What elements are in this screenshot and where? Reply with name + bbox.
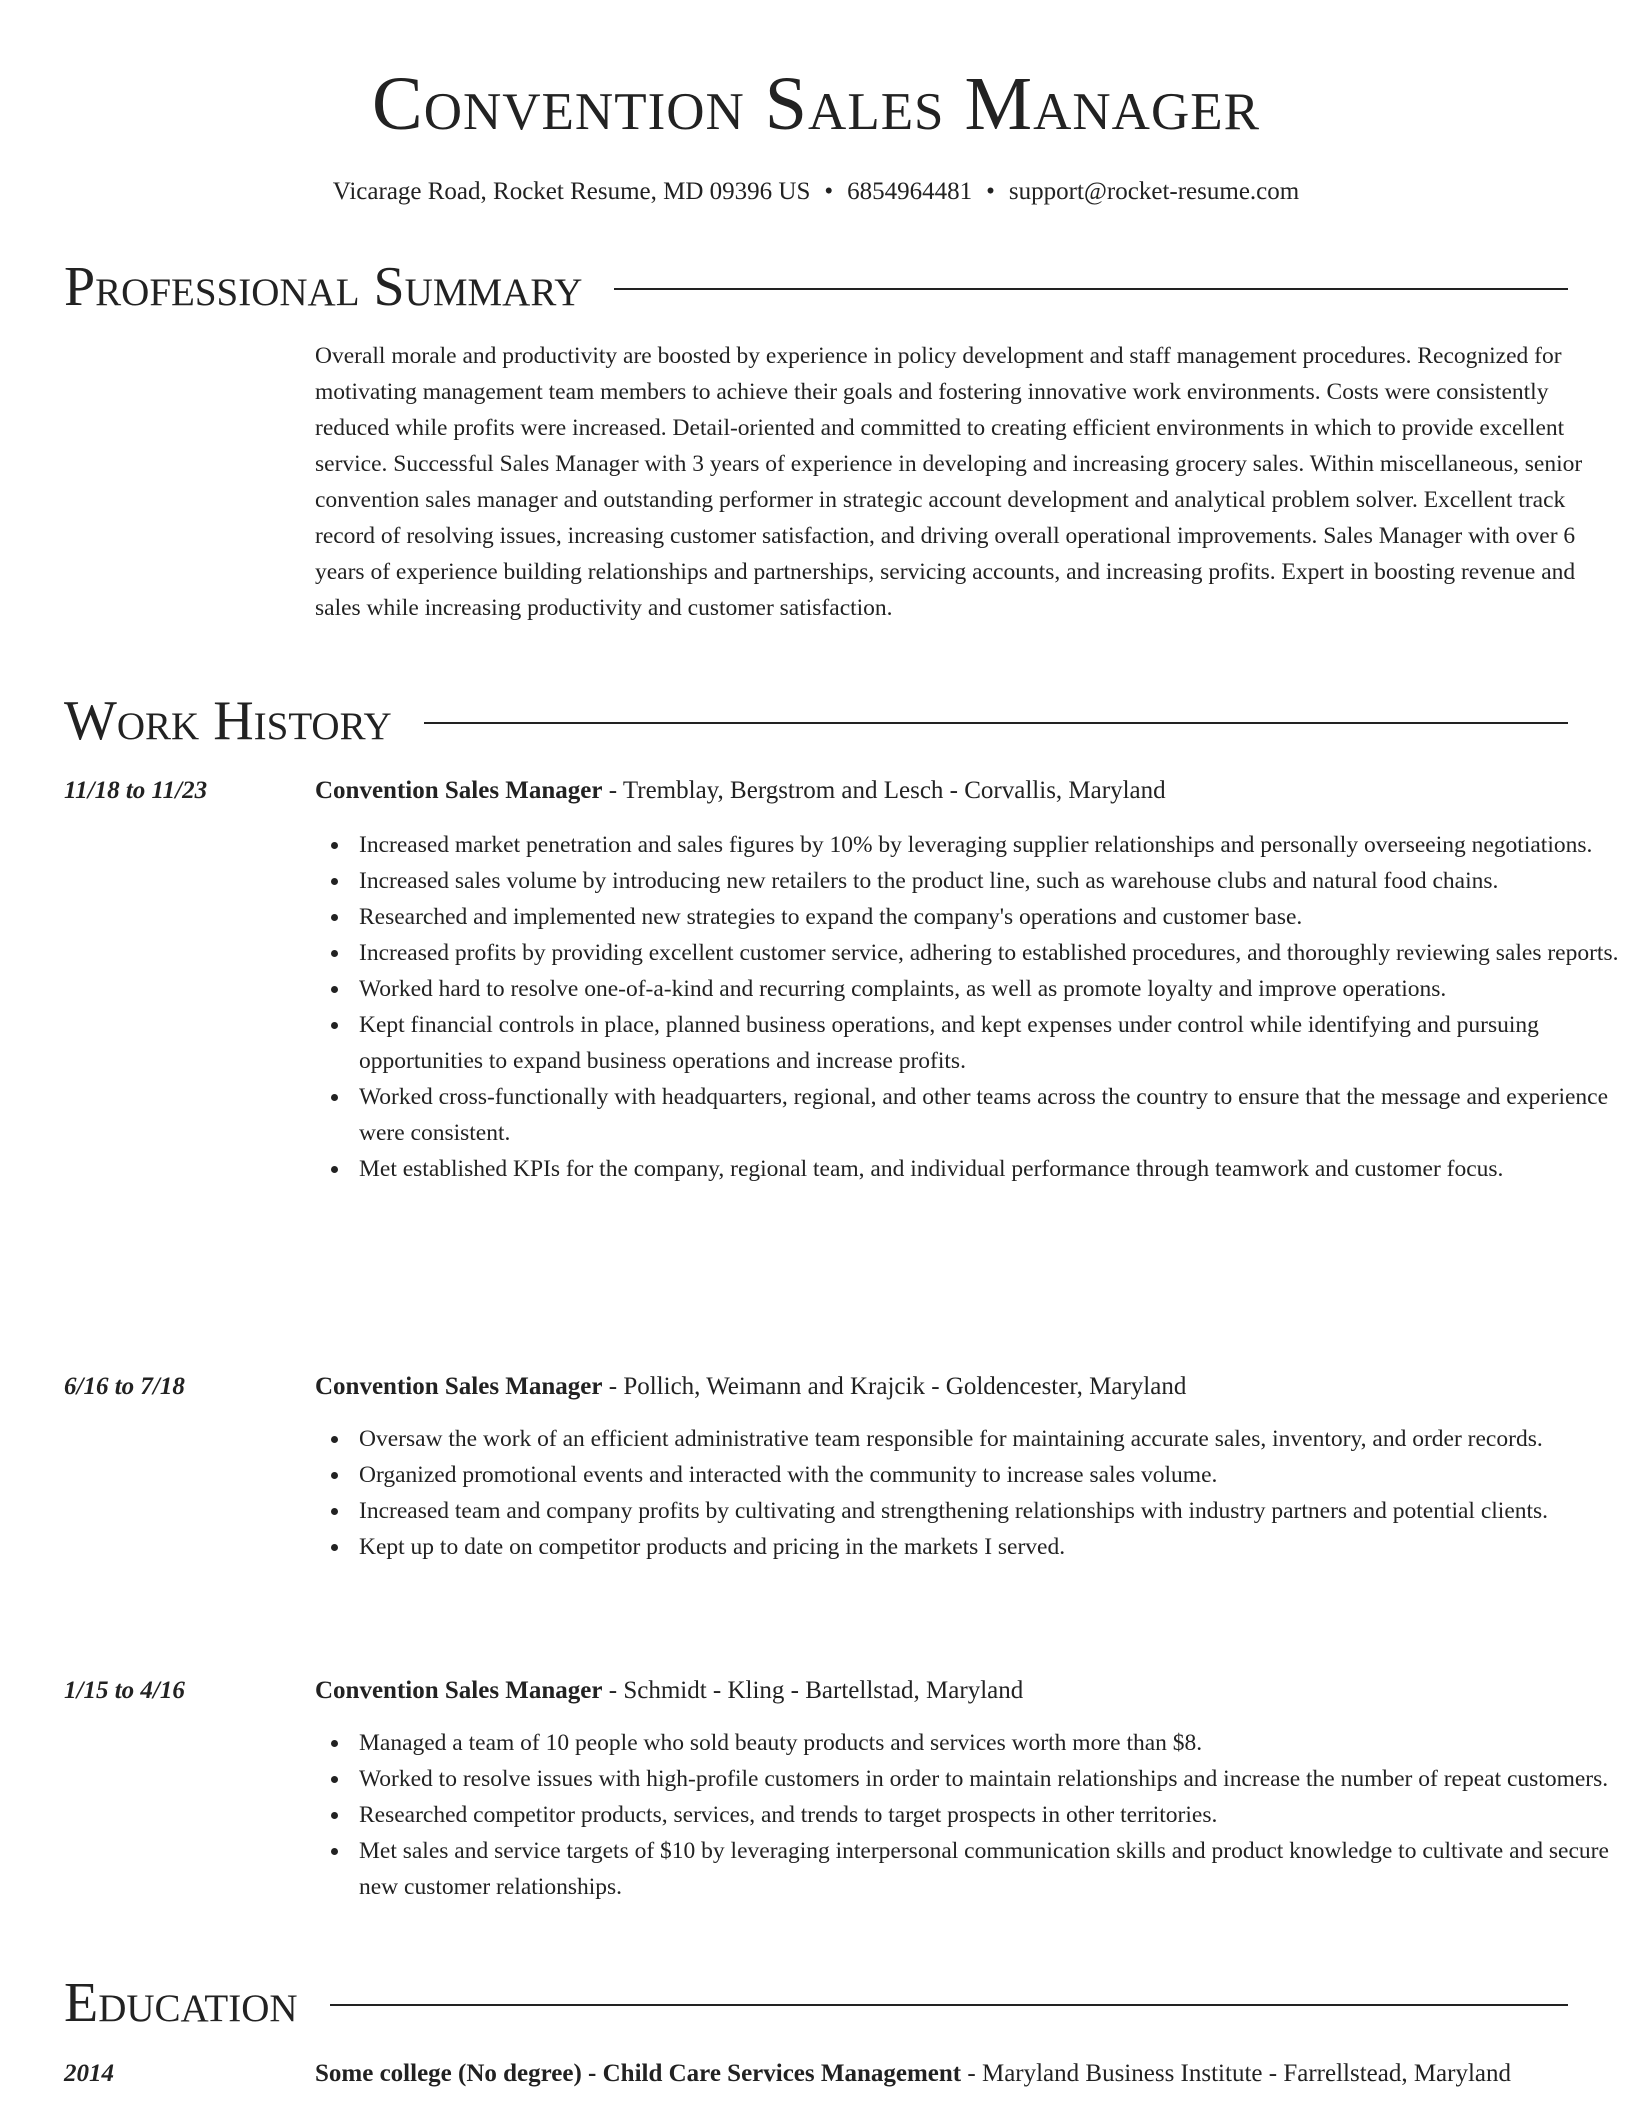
- bullet-icon: [331, 1544, 338, 1551]
- bullet-icon: [331, 1022, 338, 1029]
- education-heading: [315, 2056, 1568, 2092]
- bullet-text: Worked hard to resolve one-of-a-kind and recurring complaints, as well as promote loyalty and improve operations.: [359, 976, 1447, 1002]
- bullet-text: Increased team and company profits by cultivating and strengthening relationships with industry partners and potential clients.: [359, 1498, 1549, 1524]
- resume-name: Convention Sales Manager: [372, 62, 1260, 146]
- bullet-text: Increased market penetration and sales figures by 10% by leveraging supplier relationships and personally overseeing negotiations.: [359, 832, 1593, 858]
- section-title: Professional Summary: [64, 256, 583, 318]
- summary-text: Overall morale and productivity are boosted by experience in policy development and staff management procedures. Recognized for motivating management team members to achieve their goals and fostering innovative work environments. Costs were consistently reduced while profits were increased. Detail-oriented and committed to creating efficient environments in which to provide excellent service. Successful Sales Manager with 3 years of experience in developing and increasing grocery sales. Within miscellaneous, senior convention sales manager and outstanding performer in strategic account development and analytical problem solver. Excellent track record of resolving issues, increasing customer satisfaction, and driving overall operational improvements. Sales Manager with over 6 years of experience building relationships and partnerships, servicing accounts, and increasing profits. Expert in boosting revenue and sales while increasing productivity and customer satisfaction.: [315, 343, 1583, 621]
- contact-separator: •: [986, 178, 995, 205]
- education-details: - Maryland Business Institute - Farrellstead, Maryland: [961, 2060, 1512, 2087]
- section-title: Education: [64, 1972, 298, 2034]
- bullet-text: Organized promotional events and interacted with the community to increase sales volume.: [359, 1462, 1218, 1488]
- job-dates: 11/18 to 11/23: [64, 777, 208, 804]
- list-item: [359, 935, 1629, 971]
- list-item: [359, 971, 1629, 1007]
- summary-section-header: [64, 252, 1568, 322]
- bullet-text: Researched and implemented new strategies to expand the company's operations and customer base.: [359, 904, 1303, 930]
- bullet-icon: [331, 842, 338, 849]
- list-item: [359, 1833, 1629, 1905]
- bullet-icon: [331, 1436, 338, 1443]
- bullet-icon: [331, 1508, 338, 1515]
- job-details: - Pollich, Weimann and Krajcik - Goldencester, Maryland: [602, 1373, 1187, 1400]
- job-dates: 1/15 to 4/16: [64, 1677, 185, 1704]
- bullet-icon: [331, 1740, 338, 1747]
- list-item: [359, 1725, 1629, 1761]
- contact-phone: 6854964481: [847, 178, 973, 205]
- job-bullets: [359, 1421, 1629, 1565]
- work-section-header: [64, 686, 1568, 756]
- section-title: Work History: [64, 690, 392, 752]
- bullet-text: Met sales and service targets of $10 by leveraging interpersonal communication skills and product knowledge to cultivate and secure new customer relationships.: [359, 1838, 1609, 1900]
- list-item: [359, 1457, 1629, 1493]
- education-section-header: [64, 1968, 1568, 2038]
- bullet-icon: [331, 914, 338, 921]
- bullet-text: Kept financial controls in place, planned business operations, and kept expenses under control while identifying and pursuing opportunities to expand business operations and increase profits.: [359, 1012, 1539, 1074]
- job-dates: 6/16 to 7/18: [64, 1373, 185, 1400]
- bullet-icon: [331, 1776, 338, 1783]
- job-role: Convention Sales Manager: [315, 1373, 603, 1400]
- list-item: [359, 1529, 1629, 1565]
- section-divider: [424, 722, 1568, 724]
- section-divider: [614, 288, 1568, 290]
- list-item: [359, 1151, 1629, 1187]
- list-item: [359, 1421, 1629, 1457]
- job-role: Convention Sales Manager: [315, 1677, 603, 1704]
- job-bullets: [359, 1725, 1629, 1905]
- contact-address: Vicarage Road, Rocket Resume, MD 09396 US: [332, 178, 811, 205]
- bullet-icon: [331, 1812, 338, 1819]
- bullet-text: Worked to resolve issues with high-profile customers in order to maintain relationships and increase the number of repeat customers.: [359, 1766, 1609, 1792]
- list-item: [359, 1007, 1629, 1079]
- list-item: [359, 1079, 1629, 1151]
- bullet-icon: [331, 1472, 338, 1479]
- contact-line: [64, 174, 1568, 210]
- bullet-icon: [331, 1848, 338, 1855]
- bullet-text: Worked cross-functionally with headquarters, regional, and other teams across the country to ensure that the message and experience were consistent.: [359, 1084, 1609, 1146]
- bullet-icon: [331, 986, 338, 993]
- job-bullets: [359, 827, 1629, 1187]
- bullet-icon: [331, 1166, 338, 1173]
- job-heading: [315, 1369, 1568, 1405]
- list-item: [359, 899, 1629, 935]
- bullet-text: Researched competitor products, services, and trends to target prospects in other territories.: [359, 1802, 1218, 1828]
- bullet-text: Kept up to date on competitor products and pricing in the markets I served.: [359, 1534, 1066, 1560]
- education-year: 2014: [64, 2060, 114, 2087]
- bullet-icon: [331, 950, 338, 957]
- job-details: - Tremblay, Bergstrom and Lesch - Corvallis, Maryland: [602, 777, 1166, 804]
- bullet-icon: [331, 1094, 338, 1101]
- bullet-text: Increased sales volume by introducing new retailers to the product line, such as warehouse clubs and natural food chains.: [359, 868, 1499, 894]
- bullet-text: Managed a team of 10 people who sold beauty products and services worth more than $8.: [359, 1730, 1203, 1756]
- list-item: [359, 863, 1629, 899]
- list-item: [359, 1797, 1629, 1833]
- bullet-text: Increased profits by providing excellent customer service, adhering to established procedures, and thoroughly reviewing sales reports.: [359, 940, 1619, 966]
- list-item: [359, 827, 1629, 863]
- job-details: - Schmidt - Kling - Bartellstad, Maryland: [602, 1677, 1024, 1704]
- bullet-text: Met established KPIs for the company, regional team, and individual performance through teamwork and customer focus.: [359, 1156, 1504, 1182]
- contact-email: support@rocket-resume.com: [1008, 178, 1300, 205]
- list-item: [359, 1761, 1629, 1797]
- job-heading: [315, 1673, 1568, 1709]
- bullet-text: Oversaw the work of an efficient administrative team responsible for maintaining accurate sales, inventory, and order records.: [359, 1426, 1543, 1452]
- bullet-icon: [331, 878, 338, 885]
- section-divider: [330, 2004, 1568, 2006]
- list-item: [359, 1493, 1629, 1529]
- job-role: Convention Sales Manager: [315, 777, 603, 804]
- education-degree: Some college (No degree) - Child Care Services Management: [315, 2060, 962, 2087]
- contact-separator: •: [824, 178, 834, 205]
- job-heading: [315, 773, 1568, 809]
